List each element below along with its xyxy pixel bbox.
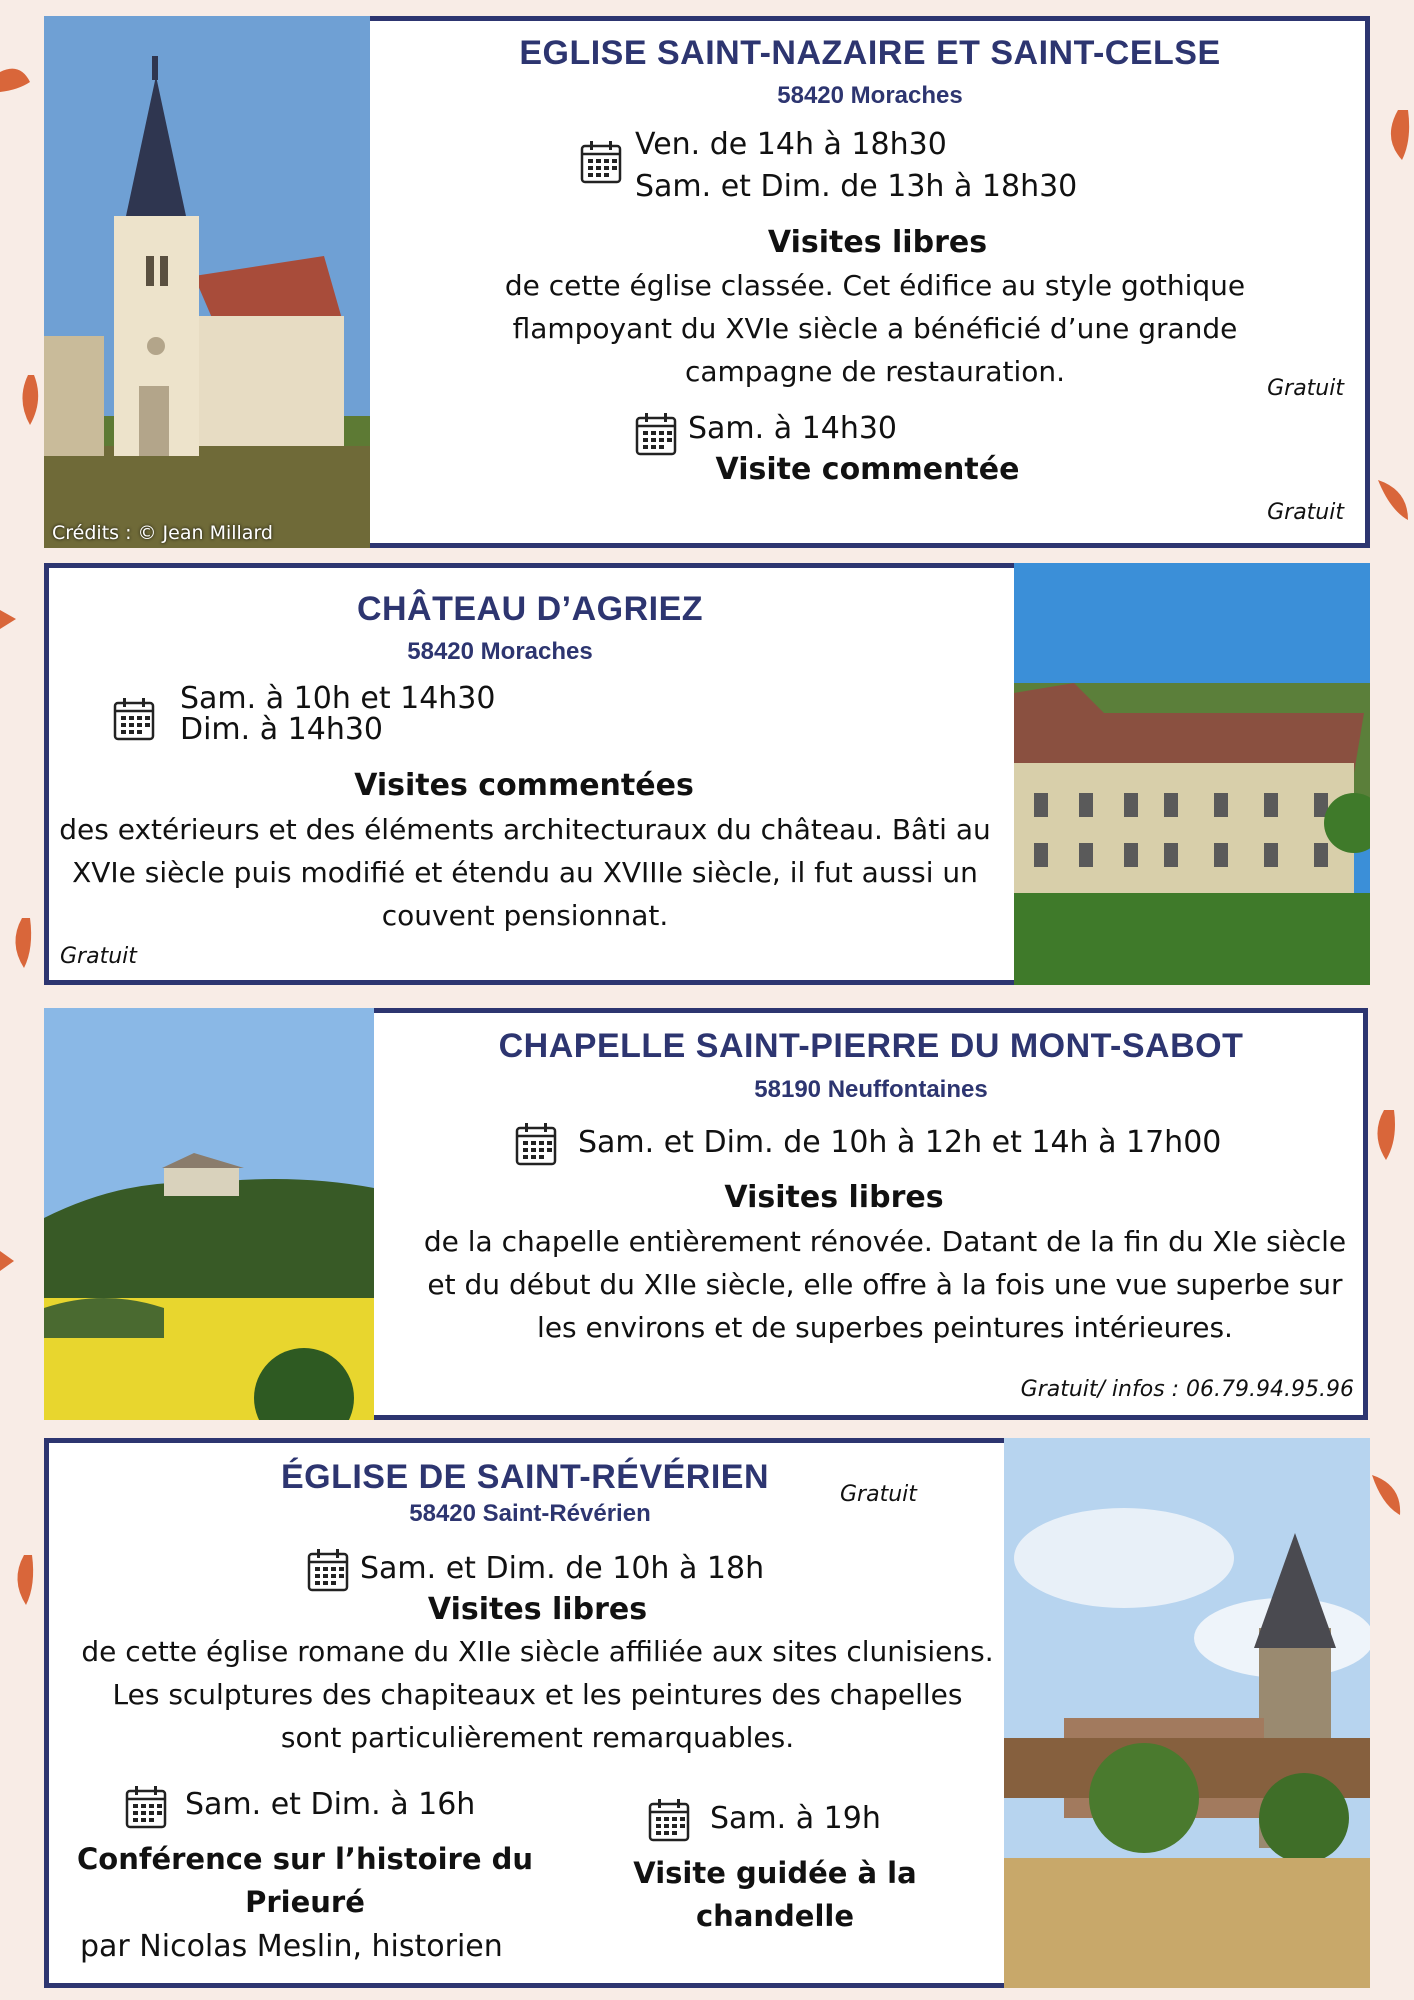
schedule-line: Dim. à 14h30 (180, 712, 384, 747)
calendar-icon (307, 1548, 349, 1592)
price-label: Gratuit (1267, 376, 1344, 401)
extra-price-label: Gratuit (1267, 500, 1344, 525)
price-label: Gratuit/ infos : 06.79.94.95.96 (1020, 1377, 1354, 1402)
price-label: Gratuit (60, 944, 137, 969)
decorative-shape (10, 1555, 40, 1605)
church-photo (44, 16, 370, 548)
card-description: des extérieurs et des éléments architecturaux du château. Bâti au XVIe siècle puis modifié et étendu au XVIIIe siècle, il fut aussi un couvent pensionnat. (59, 813, 991, 932)
card-subtitle: Visites commentées (354, 768, 694, 803)
card-title: CHAPELLE SAINT-PIERRE DU MONT-SABOT (498, 1027, 1244, 1065)
event2-title: Visite guidée à la chandelle (633, 1856, 917, 1933)
card-subtitle: Visites libres (767, 225, 988, 260)
calendar-icon (580, 140, 622, 184)
decorative-shape (0, 62, 30, 112)
event1-speaker: par Nicolas Meslin, historien (80, 1929, 503, 1964)
card-address: 58420 Moraches (777, 82, 963, 109)
calendar-icon (635, 412, 677, 456)
photo-credit: Crédits : © Jean Millard (52, 522, 273, 544)
event2-schedule: Sam. à 19h (710, 1801, 881, 1836)
decorative-shape (16, 375, 46, 425)
card-description: de cette église romane du XIIe siècle affiliée aux sites clunisiens. Les sculptures des chapiteaux et les peintures des chapelles sont particulièrement remarquables. (81, 1635, 994, 1754)
schedule-line: Ven. de 14h à 18h30 (635, 127, 947, 162)
calendar-icon (113, 697, 155, 741)
decorative-shape (8, 918, 38, 968)
calendar-icon (125, 1785, 167, 1829)
calendar-icon (648, 1798, 690, 1842)
decorative-shape (0, 1245, 30, 1295)
card-title: EGLISE SAINT-NAZAIRE ET SAINT-CELSE (519, 34, 1221, 72)
card-address: 58190 Neuffontaines (754, 1076, 988, 1103)
card-description: de cette église classée. Cet édifice au style gothique flampoyant du XVIe siècle a bénéficié d’une grande campagne de restauration. (504, 269, 1246, 388)
extra-schedule: Sam. à 14h30 (688, 411, 898, 446)
decorative-shape (1382, 110, 1412, 160)
decorative-shape (1378, 480, 1408, 530)
schedule-line: Sam. et Dim. de 13h à 18h30 (635, 169, 1078, 204)
card-address: 58420 Moraches (407, 638, 593, 665)
schedule-line: Sam. à 10h et 14h30 (180, 681, 496, 716)
chateau-photo (1014, 563, 1370, 985)
schedule-line: Sam. et Dim. de 10h à 18h (360, 1551, 765, 1586)
card-address: 58420 Saint-Révérien (409, 1500, 651, 1527)
calendar-icon (515, 1122, 557, 1166)
event1-schedule: Sam. et Dim. à 16h (185, 1787, 476, 1822)
card-subtitle: Visites libres (724, 1180, 944, 1215)
extra-subtitle: Visite commentée (715, 452, 1020, 487)
chapel-landscape-photo (44, 1008, 374, 1420)
card-description: de la chapelle entièrement rénovée. Datant de la fin du XIe siècle et du début du XIIe siècle, elle offre à la fois une vue superbe sur les environs et de superbes peintures intérieures. (423, 1225, 1347, 1344)
decorative-shape (0, 605, 30, 655)
decorative-shape (1370, 1110, 1400, 1160)
event1-title: Conférence sur l’histoire du Prieuré (76, 1842, 533, 1919)
price-label: Gratuit (840, 1482, 917, 1507)
schedule-line: Sam. et Dim. de 10h à 12h et 14h à 17h00 (578, 1125, 1222, 1160)
card-subtitle: Visites libres (427, 1592, 648, 1627)
card-title: CHÂTEAU D’AGRIEZ (356, 590, 704, 628)
saint-reverien-church-photo (1004, 1438, 1370, 1988)
decorative-shape (1372, 1475, 1402, 1525)
card-title: ÉGLISE DE SAINT-RÉVÉRIEN (280, 1458, 770, 1496)
